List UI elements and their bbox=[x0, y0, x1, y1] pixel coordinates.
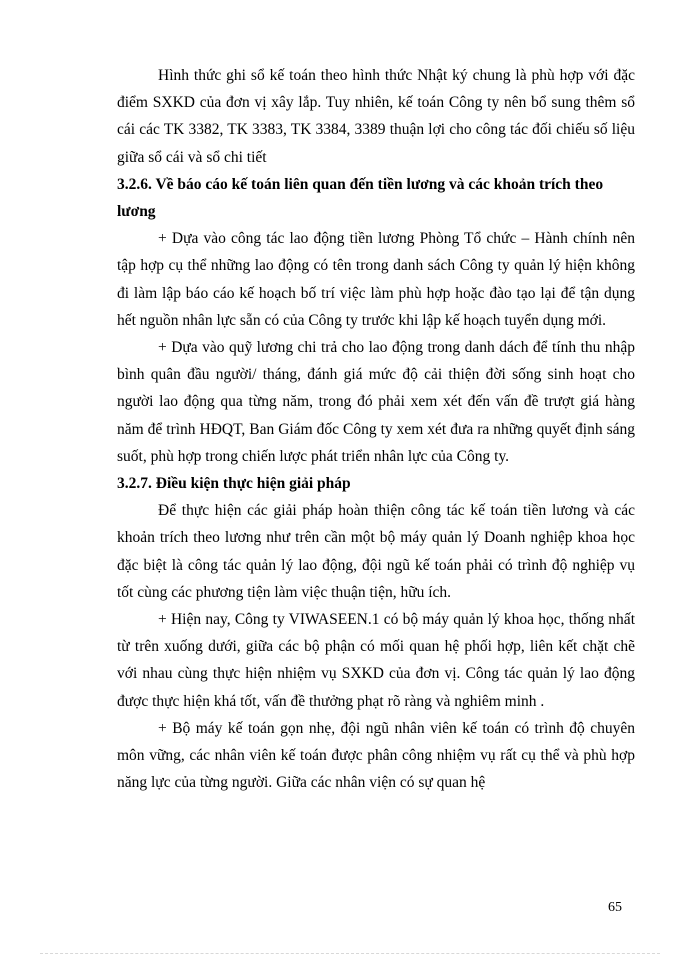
paragraph-bo-may-quan-ly: + Hiện nay, Công ty VIWASEEN.1 có bộ máy quản lý khoa học, thống nhất từ trên xuống dưới, giữa các bộ phận có mối quan hệ phối hợp, liên kết chặt chẽ với nhau cùng thực hiện nhiệm vụ SXKD của đơn vị. Công tác quản lý lao động được thực hiện khá tốt, vấn đề thưởng phạt rõ ràng và nghiêm minh . bbox=[117, 611, 635, 710]
heading-3-2-7: 3.2.7. Điều kiện thực hiện giải pháp bbox=[117, 475, 351, 493]
page-bottom-divider bbox=[40, 953, 660, 954]
heading-3-2-6: 3.2.6. Về báo cáo kế toán liên quan đến tiền lương và các khoản trích theo lương bbox=[117, 175, 604, 221]
page-number: 65 bbox=[608, 900, 622, 915]
paragraph-quy-luong: + Dựa vào quỹ lương chi trả cho lao động trong danh dách để tính thu nhập bình quân đầu người/ tháng, đánh giá mức độ cải thiện đời sống sinh hoạt cho người lao động qua từng năm, trong đó phải xem xét đến vấn đề trượt giá hàng năm để trình HĐQT, Ban Giám đốc Công ty xem xét đưa ra những quyết định sáng suốt, phù hợp trong chiến lược phát triển nhân lực của Công ty. bbox=[117, 339, 635, 465]
paragraph-bo-may-ke-toan: + Bộ máy kế toán gọn nhẹ, đội ngũ nhân viên kế toán có trình độ chuyên môn vững, các nhân viên kế toán được phân công nhiệm vụ rất cụ thể và phù hợp năng lực của từng người. Giữa các nhân viện có sự quan hệ bbox=[117, 719, 635, 792]
paragraph-dieu-kien: Để thực hiện các giải pháp hoàn thiện công tác kế toán tiền lương và các khoản trích theo lương như trên cần một bộ máy quản lý Doanh nghiệp khoa học đặc biệt là công tác quản lý lao động, đội ngũ kế toán phải có trình độ nghiệp vụ tốt cùng các phương tiện làm việc thuận tiện, hữu ích. bbox=[117, 502, 635, 601]
document-body bbox=[117, 62, 635, 796]
paragraph-cong-tac-lao-dong: + Dựa vào công tác lao động tiền lương Phòng Tổ chức – Hành chính nên tập hợp cụ thể những lao động có tên trong danh sách Công ty quản lý hiện không đi làm lập báo cáo kế hoạch bố trí việc làm phù hợp hoặc đào tạo lại để tận dụng hết nguồn nhân lực sẵn có của Công ty trước khi lập kế hoạch tuyển dụng mới. bbox=[117, 230, 635, 329]
paragraph-nhat-ky-chung: Hình thức ghi sổ kế toán theo hình thức Nhật ký chung là phù hợp với đặc điểm SXKD của đơn vị xây lắp. Tuy nhiên, kế toán Công ty nên bổ sung thêm sổ cái các TK 3382, TK 3383, TK 3384, 3389 thuận lợi cho công tác đối chiếu số liệu giữa sổ cái và sổ chi tiết bbox=[117, 67, 635, 166]
